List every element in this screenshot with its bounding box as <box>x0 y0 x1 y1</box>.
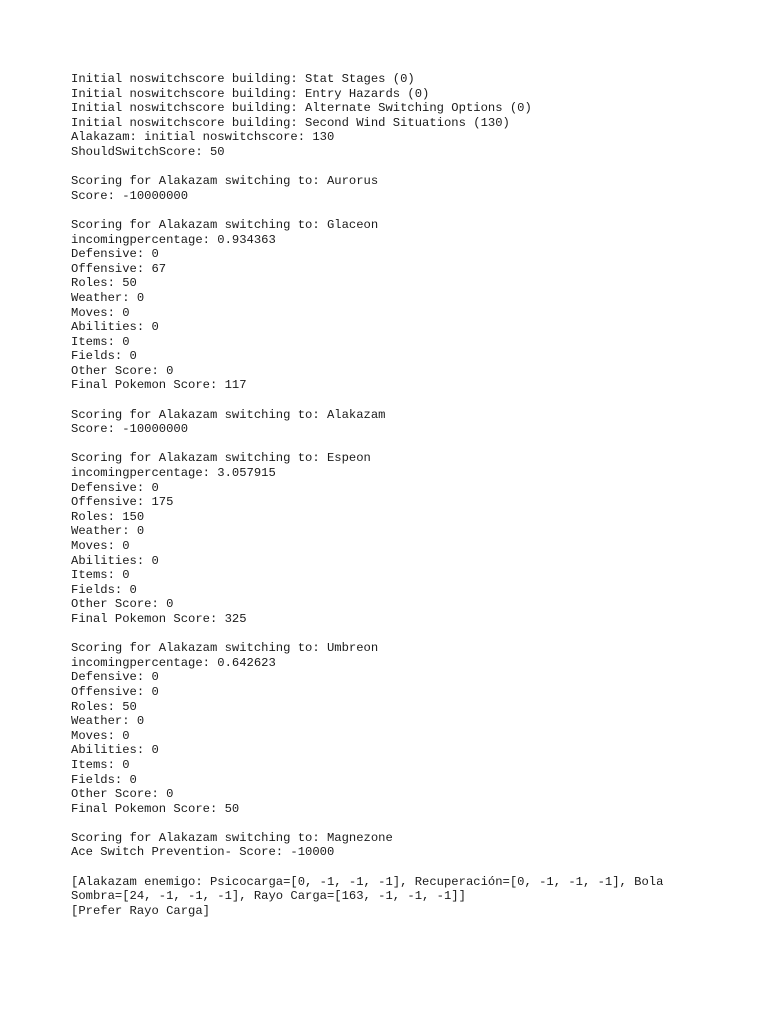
log-line: Score: -10000000 <box>71 422 189 437</box>
log-line: Scoring for Alakazam switching to: Alakazam <box>71 407 386 422</box>
log-line: Items: 0 <box>71 334 130 349</box>
blank-line <box>71 160 711 175</box>
enemy-moves-line: [Alakazam enemigo: Psicocarga=[0, -1, -1, -1], Recuperación=[0, -1, -1, -1], Bola <box>71 874 664 889</box>
log-line: Final Pokemon Score: 325 <box>71 611 247 626</box>
log-line: Fields: 0 <box>71 349 137 364</box>
glaceon-section <box>71 218 711 393</box>
log-line: Defensive: 0 <box>71 247 159 262</box>
log-line: Weather: 0 <box>71 714 145 729</box>
log-line: Defensive: 0 <box>71 670 159 685</box>
noswitchscore-section <box>71 72 711 160</box>
log-line: Roles: 150 <box>71 509 145 524</box>
espeon-section <box>71 451 711 626</box>
log-line: Moves: 0 <box>71 305 130 320</box>
blank-line <box>71 860 711 875</box>
log-line: Roles: 50 <box>71 276 137 291</box>
log-line: Weather: 0 <box>71 290 145 305</box>
log-line: Final Pokemon Score: 50 <box>71 801 240 816</box>
magnezone-section <box>71 831 711 860</box>
enemy-moves-section <box>71 875 711 919</box>
log-line: Abilities: 0 <box>71 743 159 758</box>
aurorus-section <box>71 174 711 203</box>
log-line: Initial noswitchscore building: Entry Hazards (0) <box>71 86 430 101</box>
log-line: Scoring for Alakazam switching to: Espeon <box>71 451 371 466</box>
log-line: Scoring for Alakazam switching to: Glaceon <box>71 217 379 232</box>
log-line: Offensive: 0 <box>71 684 159 699</box>
log-line: incomingpercentage: 0.934363 <box>71 232 276 247</box>
log-line: Other Score: 0 <box>71 787 174 802</box>
log-line: Abilities: 0 <box>71 553 159 568</box>
log-line: Fields: 0 <box>71 582 137 597</box>
log-line: Alakazam: initial noswitchscore: 130 <box>71 130 335 145</box>
log-line: Items: 0 <box>71 568 130 583</box>
log-line: incomingpercentage: 3.057915 <box>71 466 276 481</box>
log-line: incomingpercentage: 0.642623 <box>71 655 276 670</box>
log-line: Defensive: 0 <box>71 480 159 495</box>
log-line: Moves: 0 <box>71 539 130 553</box>
blank-line <box>71 203 711 218</box>
blank-line <box>71 816 711 831</box>
log-line: Offensive: 67 <box>71 261 167 276</box>
blank-line <box>71 627 711 642</box>
umbreon-section <box>71 641 711 816</box>
log-line: Moves: 0 <box>71 728 130 743</box>
log-line: Weather: 0 <box>71 524 145 539</box>
enemy-moves-line: Sombra=[24, -1, -1, -1], Rayo Carga=[163, -1, -1, -1]] <box>71 889 466 904</box>
log-document <box>71 72 711 918</box>
log-line: Other Score: 0 <box>71 597 174 612</box>
log-line: Items: 0 <box>71 757 130 772</box>
prefer-move-line: [Prefer Rayo Carga] <box>71 903 210 918</box>
alakazam-section <box>71 408 711 437</box>
blank-line <box>71 393 711 408</box>
log-line: Fields: 0 <box>71 772 137 787</box>
log-line: Roles: 50 <box>71 699 137 714</box>
log-line: Score: -10000000 <box>71 188 189 203</box>
log-line: Scoring for Alakazam switching to: Aurorus <box>71 174 379 189</box>
log-line: Offensive: 175 <box>71 495 174 510</box>
blank-line <box>71 437 711 452</box>
log-line: Final Pokemon Score: 117 <box>71 378 247 393</box>
log-line: Scoring for Alakazam switching to: Magnezone <box>71 830 393 845</box>
log-line: Initial noswitchscore building: Second Wind Situations (130) <box>71 115 510 130</box>
log-line: Ace Switch Prevention- Score: -10000 <box>71 845 335 860</box>
log-line: Initial noswitchscore building: Alternate Switching Options (0) <box>71 101 532 116</box>
log-line: Initial noswitchscore building: Stat Stages (0) <box>71 72 415 86</box>
log-line: Scoring for Alakazam switching to: Umbreon <box>71 641 379 656</box>
log-line: Other Score: 0 <box>71 363 174 378</box>
log-line: ShouldSwitchScore: 50 <box>71 144 225 159</box>
log-line: Abilities: 0 <box>71 320 159 335</box>
